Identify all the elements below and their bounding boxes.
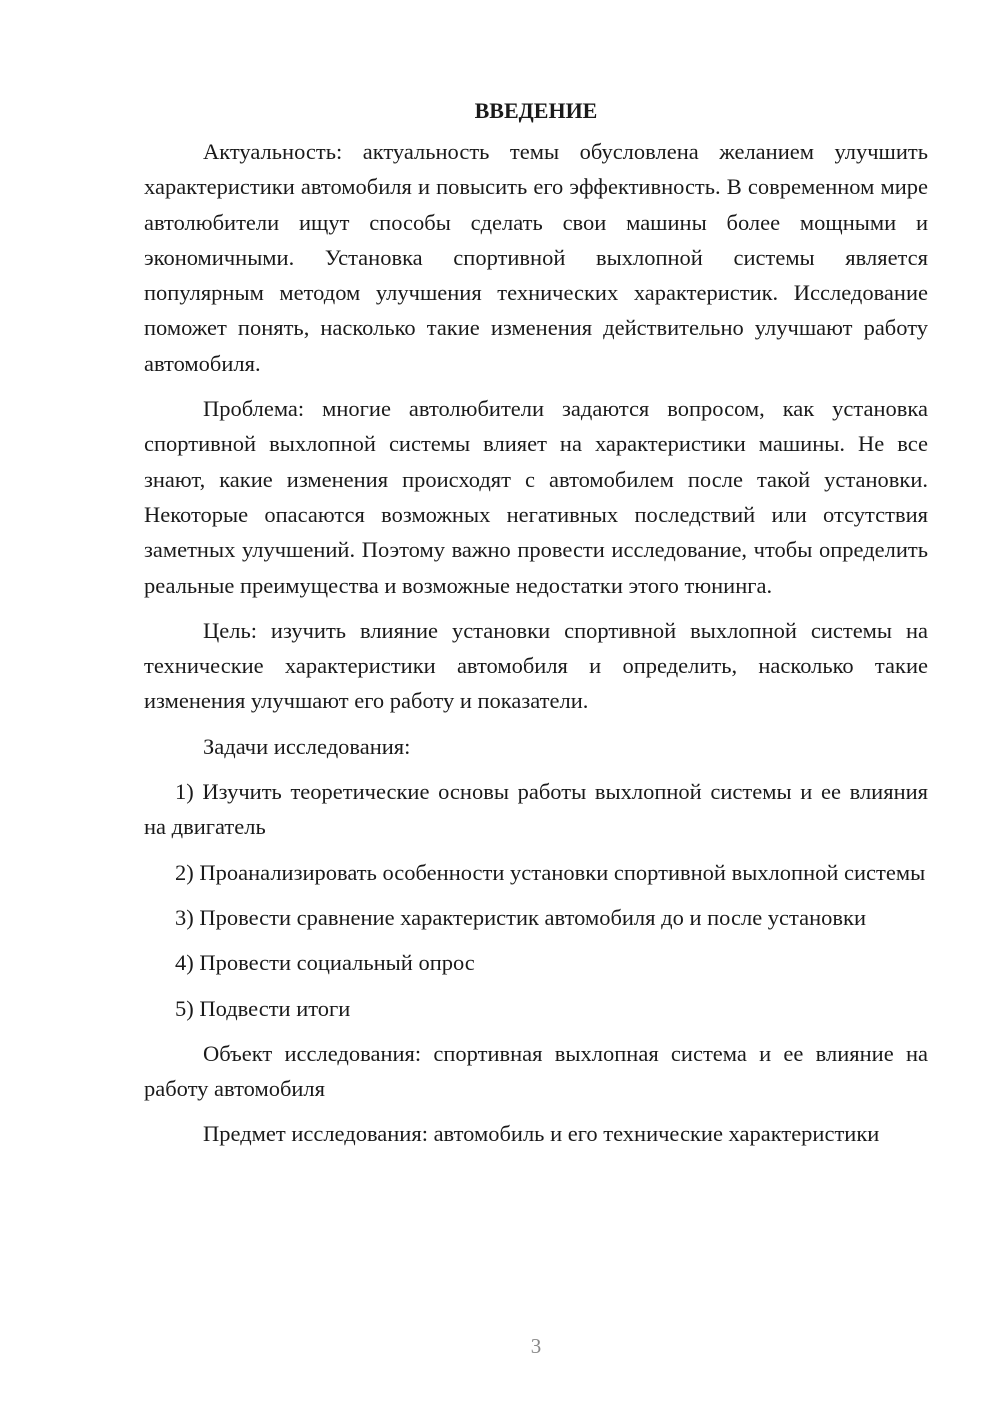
task-item-4: 4) Провести социальный опрос [175,950,475,976]
paragraph-problem: Проблема: многие автолюбители задаются вопросом, как установка спортивной выхлопной системы влияет на характеристики машины. Не все знают, какие изменения происходят с автомобилем после такой установки. Некоторые опасаются возможных негативных последствий или отсутствия заметных улучшений. Поэтому важно провести исследование, чтобы определить реальные преимущества и возможные недостатки этого тюнинга. [144,396,928,598]
paragraph-object: Объект исследования: спортивная выхлопная система и ее влияние на работу автомобиля [144,1040,928,1102]
paragraph-relevance: Актуальность: актуальность темы обусловлена желанием улучшить характеристики автомобиля и повысить его эффективность. В современном мире автолюбители ищут способы сделать свои машины более мощными и экономичными. Установка спортивной выхлопной системы является популярным методом улучшения технических характеристик. Исследование поможет понять, насколько такие изменения действительно улучшают работу автомобиля. [144,139,928,376]
task-item-3: 3) Провести сравнение характеристик автомобиля до и после установки [175,904,867,930]
task-item-2: 2) Проанализировать особенности установки спортивной выхлопной системы [175,859,926,885]
page-number: 3 [530,1334,542,1358]
paragraph-goal: Цель: изучить влияние установки спортивной выхлопной системы на технические характеристики автомобиля и определить, насколько такие изменения улучшают его работу и показатели. [144,617,928,714]
task-item-5: 5) Подвести итоги [175,995,351,1021]
page-title: ВВЕДЕНИЕ [474,98,598,123]
tasks-heading: Задачи исследования: [203,733,411,759]
document-page [144,96,928,1162]
task-item-1: 1) Изучить теоретические основы работы выхлопной системы и ее влияния на двигатель [144,779,928,840]
paragraph-subject: Предмет исследования: автомобиль и его технические характеристики [203,1121,880,1147]
